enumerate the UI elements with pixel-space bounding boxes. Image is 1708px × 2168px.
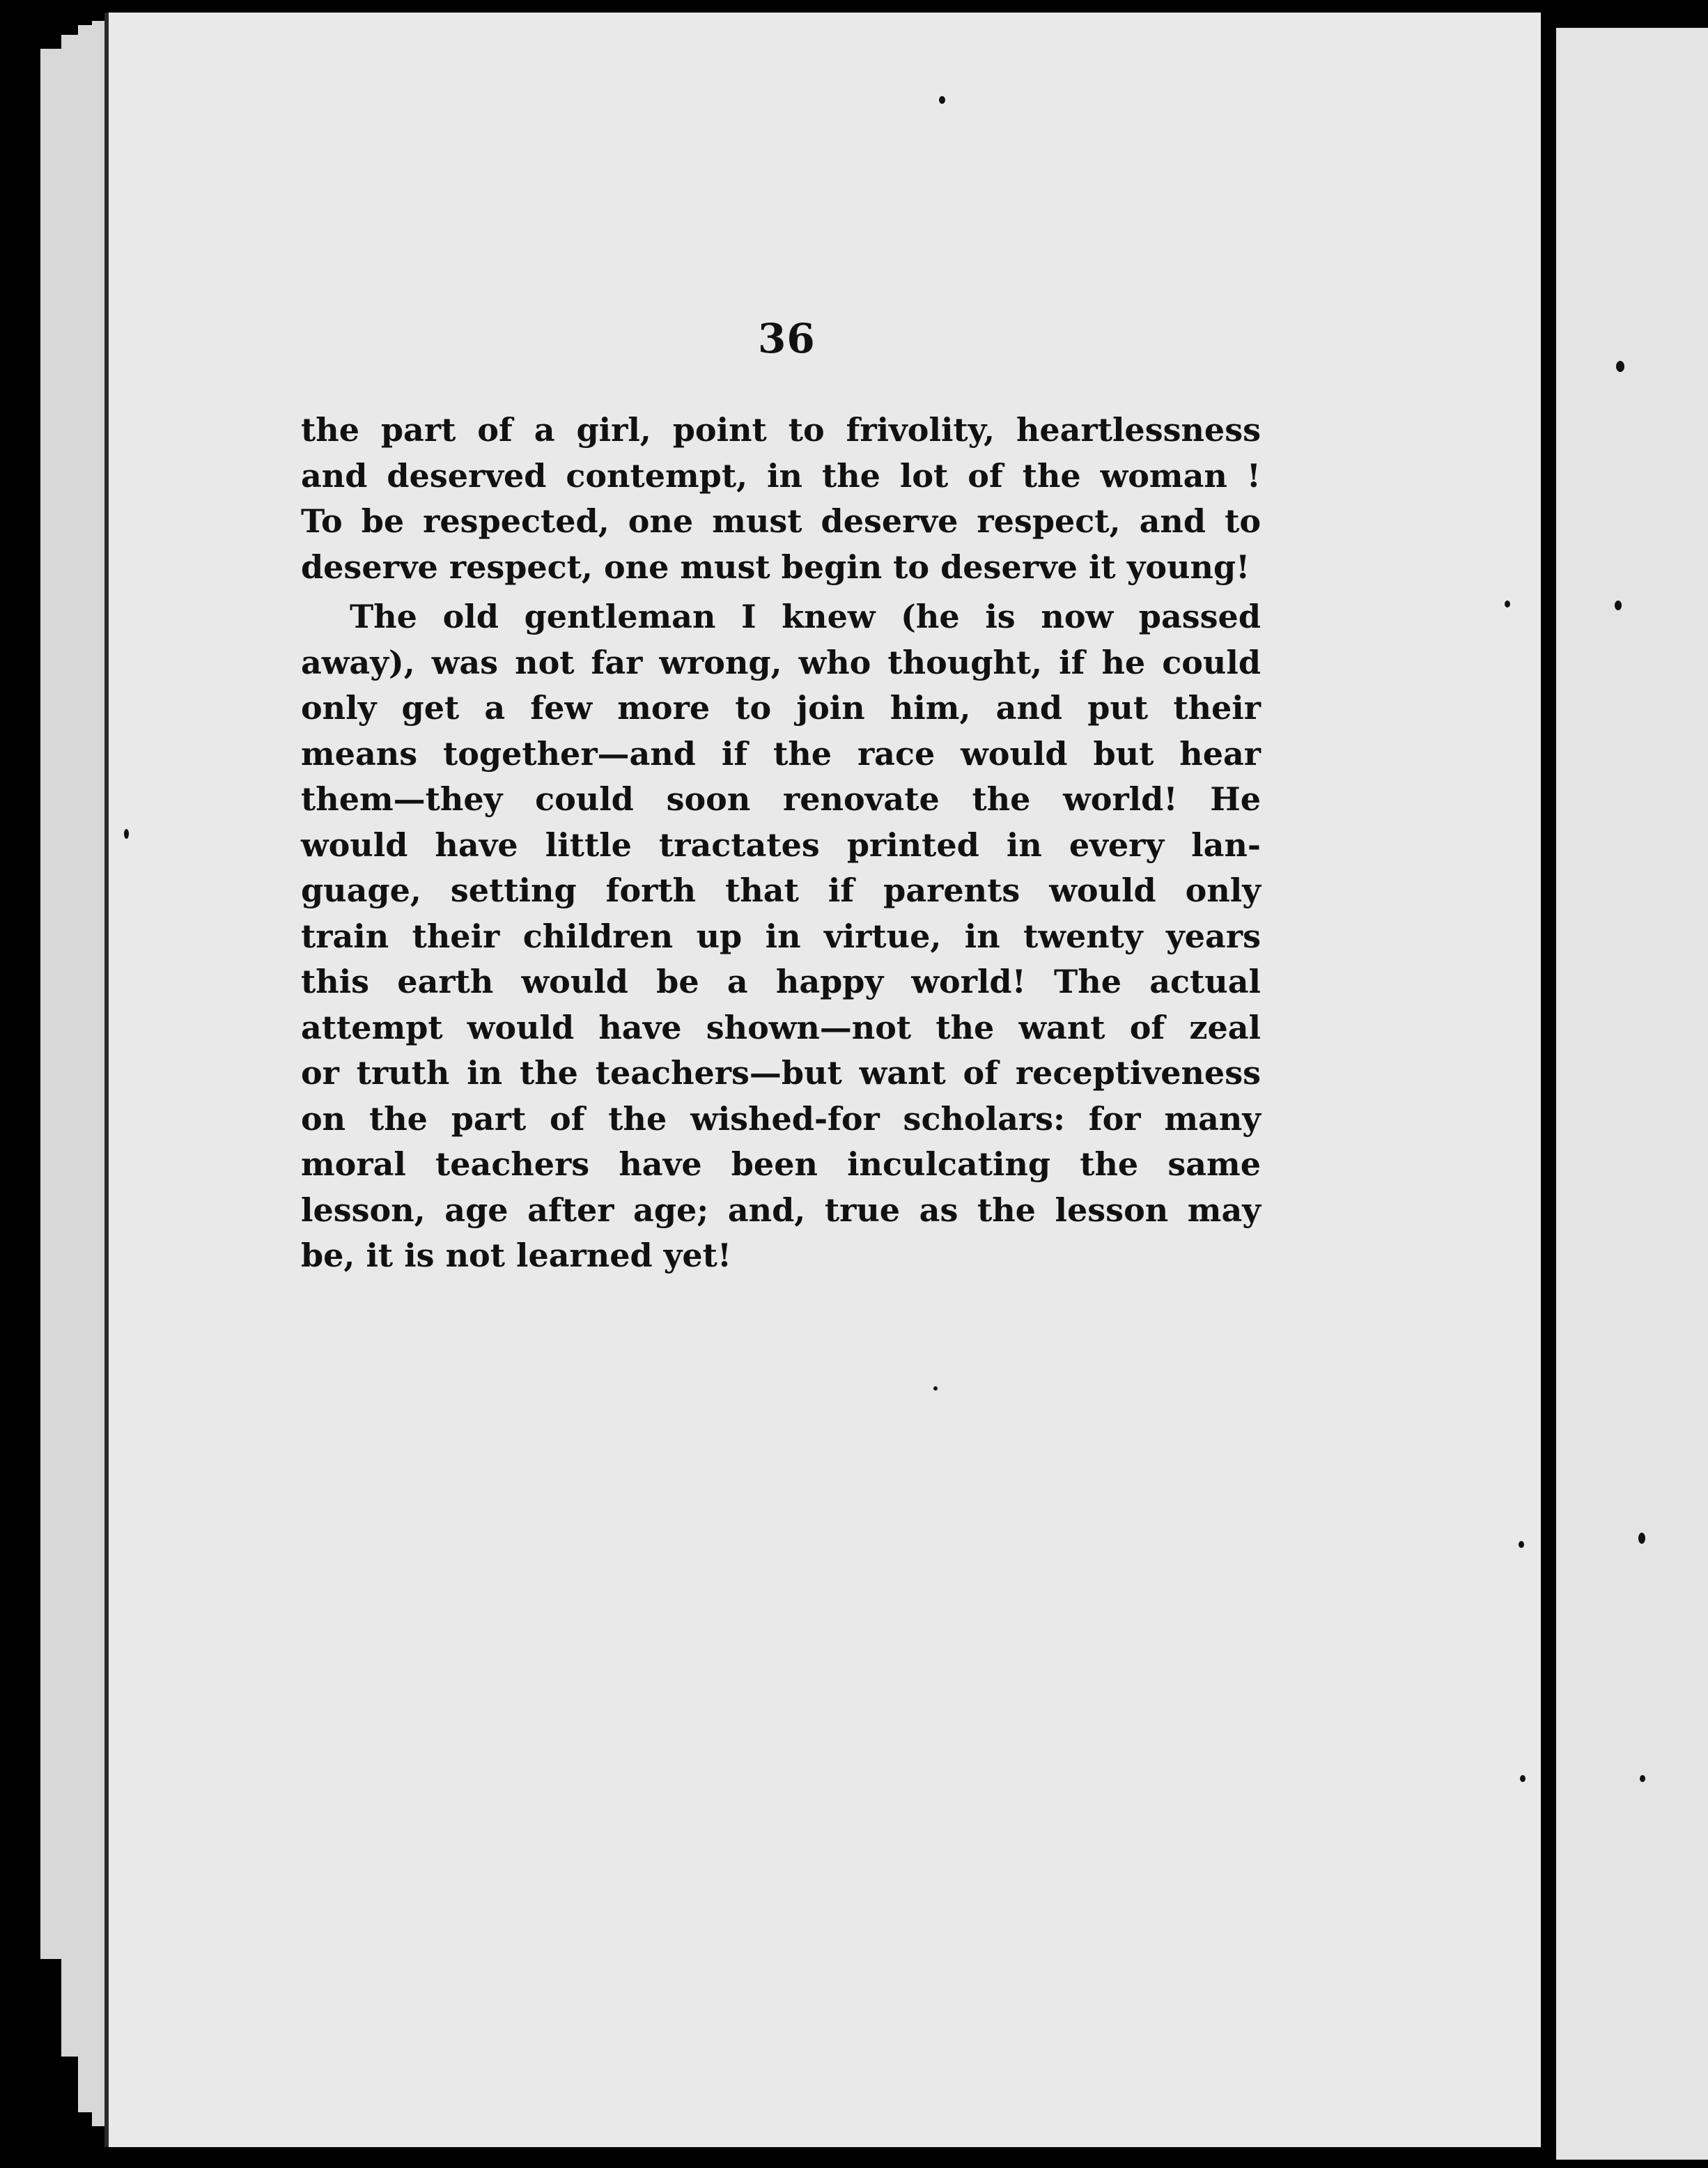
scan-speck bbox=[1519, 1541, 1524, 1548]
text-line: only get a few more to join him, and put their bbox=[301, 689, 1261, 727]
text-line: and deserved contempt, in the lot of the woman ! bbox=[301, 456, 1261, 495]
body-text bbox=[301, 408, 1261, 1279]
scan-speck bbox=[1640, 1775, 1645, 1782]
paragraph-2 bbox=[301, 594, 1261, 1279]
page-number: 36 bbox=[758, 315, 816, 362]
text-line: would have little tractates printed in every lan- bbox=[301, 826, 1261, 864]
scan-speck bbox=[1616, 361, 1624, 372]
scan-speck bbox=[1520, 1775, 1525, 1782]
scan-speck bbox=[124, 829, 129, 839]
paragraph-1 bbox=[301, 408, 1261, 590]
book-gutter bbox=[1541, 0, 1556, 2168]
scan-speck bbox=[1615, 601, 1622, 610]
text-line: the part of a girl, point to frivolity, heartlessness bbox=[301, 411, 1261, 449]
text-line: moral teachers have been inculcating the same bbox=[301, 1145, 1261, 1183]
text-line: this earth would be a happy world! The actual bbox=[301, 963, 1261, 1000]
text-line: To be respected, one must deserve respect, and to bbox=[301, 502, 1261, 540]
scan-speck bbox=[933, 1386, 938, 1391]
text-line: attempt would have shown—not the want of zeal bbox=[301, 1008, 1261, 1046]
text-line: means together—and if the race would but hear bbox=[301, 734, 1261, 773]
text-line: lesson, age after age; and, true as the lesson may bbox=[301, 1191, 1261, 1229]
text-line: away), was not far wrong, who thought, if he could bbox=[301, 643, 1261, 681]
text-line: be, it is not learned yet! bbox=[301, 1237, 732, 1274]
facing-page-edge bbox=[1556, 28, 1708, 2160]
scan-speck bbox=[939, 96, 945, 104]
text-line: The old gentleman I knew (he is now passed bbox=[350, 598, 1261, 635]
text-line: guage, setting forth that if parents would only bbox=[301, 872, 1261, 909]
text-line: on the part of the wished-for scholars: for many bbox=[301, 1099, 1261, 1138]
text-line: train their children up in virtue, in twenty years bbox=[301, 917, 1261, 955]
scan-speck bbox=[1505, 601, 1510, 607]
text-line: or truth in the teachers—but want of receptiveness bbox=[301, 1054, 1261, 1092]
text-line: deserve respect, one must begin to deserve it young! bbox=[301, 548, 1250, 586]
text-line: them—they could soon renovate the world! He bbox=[301, 780, 1261, 818]
scan-speck bbox=[1638, 1533, 1645, 1544]
